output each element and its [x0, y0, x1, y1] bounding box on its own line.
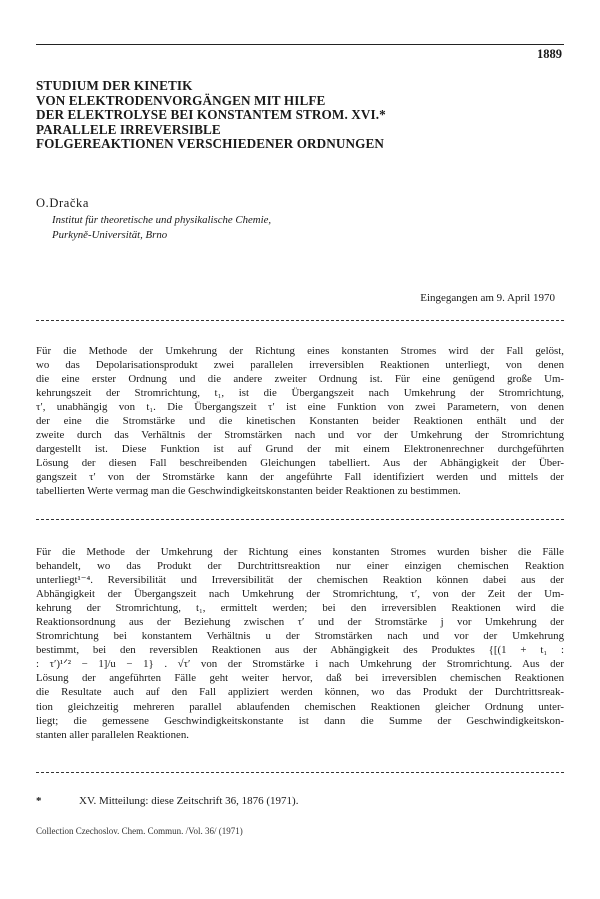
body-line: unterliegt¹⁻⁴. Reversibilität und Irreversibilität der chemischen Reaktion können dabei aus der [36, 574, 564, 587]
body-line: tion gleichzeitig mehreren parallel ablaufenden chemischen Reaktionen gleicher Ordnung unter- [36, 700, 564, 713]
abstract-bottom-rule [36, 519, 564, 520]
abstract-line: zweite durch das Verhältnis der Stromstärken nach und vor der Umkehrung der Stromrichtung [36, 429, 564, 442]
abstract-line: wo das Depolarisationsprodukt zwei parallelen irreversiblen Reaktionen unterliegt, von denen [36, 359, 564, 372]
body-text [36, 545, 564, 742]
body-line: bestimmt, bei den reversiblen Reaktionen aus der Abhängigkeit des Produktes {[(1 + t₁ : [36, 644, 564, 657]
body-line: Lösung der angeführten Fälle geht weiter hervor, daß bei irreversiblen chemischen Reaktionen [36, 672, 564, 685]
footnote-rule [36, 772, 564, 773]
body-line: liegt; die gemessene Geschwindigkeitskonstante ist dann die Summe der Geschwindigkeitskon- [36, 714, 564, 727]
title-line: STUDIUM DER KINETIK [36, 78, 193, 93]
title-line: VON ELEKTRODENVORGÄNGEN MIT HILFE [36, 92, 326, 108]
title-line: FOLGEREAKTIONEN VERSCHIEDENER ORDNUNGEN [36, 136, 385, 152]
body-line: behandelt, wo das Produkt der Durchtrittsreaktion nur einer einzigen chemischen Reaktion [36, 560, 564, 573]
abstract-top-rule [36, 320, 564, 321]
footnote [36, 795, 298, 807]
abstract [36, 344, 564, 499]
footnote-text: XV. Mitteilung: diese Zeitschrift 36, 1876 (1971). [79, 795, 299, 807]
body-line: Abhängigkeit der Übergangszeit nach Umkehrung der Stromrichtung, τ′, von der Zeit der Um- [36, 588, 564, 601]
abstract-line: tabellierten Werte vermag man die Geschwindigkeitskonstanten beider Reaktionen zu bestimmen. [36, 485, 461, 498]
body-line: Reaktionsordnung aus der Beziehung zwischen τ′ und der Stromstärke j vor Umkehrung der [36, 616, 564, 629]
abstract-line: Lösung der diesen Fall beschreibenden Gleichungen tabelliert. Aus der Abhängigkeit der Über- [36, 457, 564, 470]
title-line: DER ELEKTROLYSE BEI KONSTANTEM STROM. XVI.* [36, 107, 386, 123]
article-title [36, 79, 556, 152]
body-line: stanten aller parallelen Reaktionen. [36, 728, 189, 741]
abstract-line: dargestellt ist. Diese Funktion ist auf Grund der mit einem Elektronenrechner durchgeführten [36, 443, 564, 456]
affiliation-line: Purkyně-Universität, Brno [52, 229, 168, 241]
abstract-line: kehrungszeit der Stromrichtung, t₁, ist die Übergangszeit nach Umkehrung der Stromrichtung, [36, 387, 564, 400]
affiliation-line: Institut für theoretische und physikalische Chemie, [52, 214, 272, 226]
author-affiliation [52, 213, 271, 243]
header-rule [36, 44, 564, 45]
abstract-line: die eine erster Ordnung und die andere zweiter Ordnung ist. Für eine genügend große Um- [36, 373, 564, 386]
page-number: 1889 [537, 47, 562, 61]
body-line: Stromrichtung bei konstantem Verhältnis u der Stromstärken nach und vor der Umkehrung [36, 630, 564, 643]
abstract-line: der eine die Stromstärke und die kinetischen Konstanten beider Reaktionen enthält und der [36, 415, 564, 428]
body-line: kehrung der Stromrichtung, t₁, ermittelt werden; bei den irreversiblen Reaktionen wird die [36, 602, 564, 615]
author-name: O.Dračka [36, 196, 90, 210]
footnote-mark: * [36, 795, 42, 807]
abstract-line: Für die Methode der Umkehrung der Richtung eines konstanten Stromes wird der Fall gelöst, [36, 345, 564, 357]
body-line: Für die Methode der Umkehrung der Richtung eines konstanten Stromes wurden bisher die Fälle [36, 546, 564, 558]
abstract-line: gangszeit τ′ von der Stromstärke kann der angeführte Fall identifiziert werden und mittels der [36, 471, 564, 484]
received-date: Eingegangen am 9. April 1970 [420, 292, 555, 304]
body-line: die Resultate auch auf den Fall appliziert werden können, wo das Produkt der Durchtrittsreak- [36, 686, 564, 699]
title-line: PARALLELE IRREVERSIBLE [36, 121, 221, 137]
journal-citation: Collection Czechoslov. Chem. Commun. /Vol. 36/ (1971) [36, 826, 243, 836]
abstract-line: τ′, unabhängig von t₁. Die Übergangszeit τ′ ist eine Funktion von zwei Parametern, von denen [36, 401, 564, 414]
body-line: : τ′)¹ᐟ² − 1]/u − 1} . √τ′ von der Stromstärke i nach Umkehrung der Stromrichtung. Aus der [36, 658, 564, 671]
